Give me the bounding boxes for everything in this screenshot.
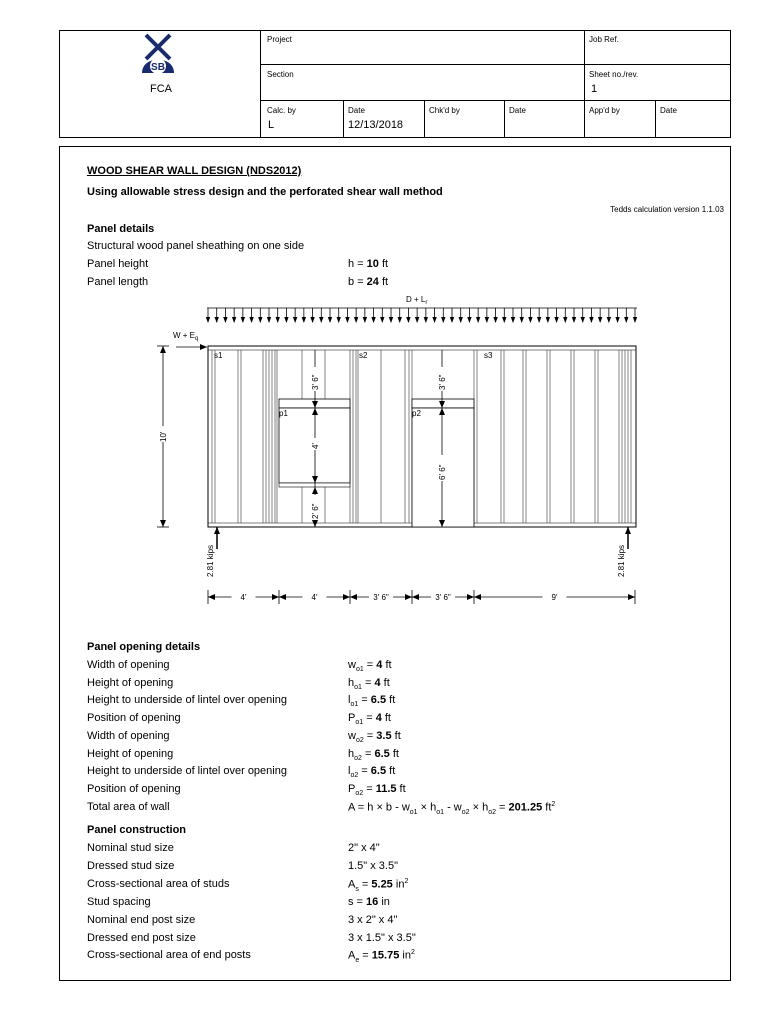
load-arrow-head bbox=[380, 317, 384, 323]
dim-o1-bottom: 2' 6" bbox=[311, 503, 320, 519]
load-arrow-head bbox=[459, 317, 463, 323]
load-arrow-head bbox=[537, 317, 541, 323]
reaction-left-label: 2.81 kips bbox=[206, 544, 215, 577]
segment-s2-label: s2 bbox=[359, 351, 368, 360]
opening-row-value: $P_{o1} = 4$ ft bbox=[348, 712, 391, 727]
opening-row-value: $w_{o2} = 3.5$ ft bbox=[348, 729, 401, 744]
load-arrow-head bbox=[319, 317, 323, 323]
panel-height-label: Panel height bbox=[87, 258, 149, 270]
dim-arrow bbox=[467, 594, 474, 600]
dim-arrow bbox=[474, 594, 481, 600]
shear-wall-diagram bbox=[60, 147, 730, 617]
dim-o1-height: 4' bbox=[311, 443, 320, 449]
opening-row-label: Height of opening bbox=[87, 747, 174, 760]
opening-row-label: Height of opening bbox=[87, 676, 174, 689]
stud-spacing-value: s = 16 in bbox=[348, 896, 390, 908]
section-label: Section bbox=[267, 70, 294, 79]
dressed-stud-label: Dressed stud size bbox=[87, 860, 175, 872]
opening-p1-label: p1 bbox=[279, 409, 288, 418]
segment-s3-label: s3 bbox=[484, 351, 493, 360]
stud-area-label: Cross-sectional area of studs bbox=[87, 878, 230, 890]
load-arrow-head bbox=[293, 317, 297, 323]
side-load-label: $W + E_q$ bbox=[173, 331, 199, 342]
date2-label: Date bbox=[509, 106, 526, 115]
doc-version: Tedds calculation version 1.1.03 bbox=[610, 205, 724, 214]
sheet-label: Sheet no./rev. bbox=[589, 70, 639, 79]
jobref-label: Job Ref. bbox=[589, 35, 619, 44]
total-area-value: $A = h \times b - w_{o1} \times h_{o1} - w_{o2} \times h_{o2} = 201.25$ $ft^2$ bbox=[348, 801, 556, 816]
dressed-post-label: Dressed end post size bbox=[87, 932, 196, 944]
load-arrow-head bbox=[328, 317, 332, 323]
load-arrow-head bbox=[267, 317, 271, 323]
load-arrow-head bbox=[241, 317, 245, 323]
load-arrow-head bbox=[432, 317, 436, 323]
nominal-stud-value: 2" x 4" bbox=[348, 842, 380, 854]
opening-row-value: $h_{o1} = 4$ ft bbox=[348, 676, 390, 691]
load-arrow-head bbox=[485, 317, 489, 323]
appd-label: App'd by bbox=[589, 106, 620, 115]
dim-arrow bbox=[343, 594, 350, 600]
calcby-value: L bbox=[268, 119, 275, 131]
company-name: FCA bbox=[150, 83, 172, 95]
opening-row-label: Position of opening bbox=[87, 712, 181, 725]
reaction-right-label: 2.81 kips bbox=[617, 544, 626, 577]
load-arrow-head bbox=[633, 317, 637, 323]
opening-row-label: Height to underside of lintel over opening bbox=[87, 694, 287, 707]
nominal-stud-label: Nominal stud size bbox=[87, 842, 174, 854]
opening-row-label: Height to underside of lintel over opening bbox=[87, 765, 287, 778]
calculation-sheet bbox=[59, 146, 731, 981]
bottom-dim-label: 9' bbox=[551, 593, 558, 602]
load-arrow-head bbox=[563, 317, 567, 323]
load-arrow-head bbox=[476, 317, 480, 323]
load-arrow-head bbox=[337, 317, 341, 323]
opening-row-label: Width of opening bbox=[87, 659, 170, 671]
load-arrow-head bbox=[206, 317, 210, 323]
bottom-dim-label: 3' 6" bbox=[373, 593, 389, 602]
panel-height-value: h = 10 ft bbox=[348, 258, 389, 270]
opening-row-label: Width of opening bbox=[87, 729, 170, 742]
dressed-post-value: 3 x 1.5" x 3.5" bbox=[348, 932, 416, 944]
bottom-dim-label: 3' 6" bbox=[435, 593, 451, 602]
load-arrow-head bbox=[258, 317, 262, 323]
load-arrow-head bbox=[467, 317, 471, 323]
load-arrow-head bbox=[354, 317, 358, 323]
load-arrow-head bbox=[371, 317, 375, 323]
load-arrow-head bbox=[284, 317, 288, 323]
dim-arrow bbox=[208, 594, 215, 600]
company-logo-icon bbox=[138, 33, 178, 81]
load-arrow-head bbox=[302, 317, 306, 323]
stud-area-value: $A_s = 5.25$ $in^2$ bbox=[348, 878, 409, 893]
sheet-value: 1 bbox=[591, 83, 598, 95]
top-load-label: $D + L_r$ bbox=[406, 295, 428, 306]
stud-spacing-label: Stud spacing bbox=[87, 896, 151, 908]
opening-heading: Panel opening details bbox=[87, 641, 201, 653]
total-area-label: Total area of wall bbox=[87, 801, 170, 813]
svg-text:SB: SB bbox=[151, 62, 165, 73]
load-arrow-head bbox=[607, 317, 611, 323]
dim-arrow bbox=[628, 594, 635, 600]
panel-length-label: Panel length bbox=[87, 276, 149, 288]
load-arrow-head bbox=[511, 317, 515, 323]
opening-row-value: $l_{o2} = 6.5$ ft bbox=[348, 765, 396, 780]
dim-arrow bbox=[405, 594, 412, 600]
dim-height-10: 10' bbox=[159, 431, 168, 442]
panel-details-heading: Panel details bbox=[87, 223, 155, 235]
load-arrow-head bbox=[572, 317, 576, 323]
load-arrow-head bbox=[232, 317, 236, 323]
chkd-label: Chk'd by bbox=[429, 106, 460, 115]
dim-arrow bbox=[279, 594, 286, 600]
load-arrow-head bbox=[598, 317, 602, 323]
doc-subtitle: Using allowable stress design and the perforated shear wall method bbox=[87, 186, 443, 198]
nominal-post-label: Nominal end post size bbox=[87, 914, 196, 926]
dim-o2-height: 6' 6" bbox=[438, 464, 447, 480]
load-arrow-head bbox=[249, 317, 253, 323]
dim-o2-top: 3' 6" bbox=[438, 374, 447, 390]
segment-s1-label: s1 bbox=[214, 351, 223, 360]
panel-length-value: b = 24 ft bbox=[348, 276, 389, 288]
dressed-stud-value: 1.5" x 3.5" bbox=[348, 860, 399, 872]
load-arrow-head bbox=[450, 317, 454, 323]
sheathing-text: Structural wood panel sheathing on one side bbox=[87, 240, 305, 252]
opening-row-value: $w_{o1} = 4$ ft bbox=[348, 659, 392, 674]
load-arrow-head bbox=[528, 317, 532, 323]
dim-o1-top: 3' 6" bbox=[311, 374, 320, 390]
load-arrow-head bbox=[624, 317, 628, 323]
load-arrow-head bbox=[581, 317, 585, 323]
dim-arrow bbox=[272, 594, 279, 600]
load-arrow-head bbox=[441, 317, 445, 323]
load-arrow-head bbox=[363, 317, 367, 323]
doc-title: WOOD SHEAR WALL DESIGN (NDS2012) bbox=[87, 165, 302, 177]
load-arrow-head bbox=[389, 317, 393, 323]
date3-label: Date bbox=[660, 106, 677, 115]
load-arrow-head bbox=[493, 317, 497, 323]
opening-p2-label: p2 bbox=[412, 409, 421, 418]
project-label: Project bbox=[267, 35, 292, 44]
title-block bbox=[59, 30, 731, 138]
load-arrow-head bbox=[276, 317, 280, 323]
load-arrow-head bbox=[345, 317, 349, 323]
dim-arrow bbox=[350, 594, 357, 600]
opening-row-value: $h_{o2} = 6.5$ ft bbox=[348, 747, 399, 762]
bottom-dim-label: 4' bbox=[240, 593, 247, 602]
dim-arrow bbox=[412, 594, 419, 600]
load-arrow-head bbox=[589, 317, 593, 323]
post-area-label: Cross-sectional area of end posts bbox=[87, 949, 251, 961]
opening-row-label: Position of opening bbox=[87, 782, 181, 795]
construction-heading: Panel construction bbox=[87, 824, 187, 836]
load-arrow-head bbox=[424, 317, 428, 323]
nominal-post-value: 3 x 2" x 4" bbox=[348, 914, 398, 926]
post-area-value: $A_e = 15.75$ $in^2$ bbox=[348, 949, 415, 964]
load-arrow-head bbox=[554, 317, 558, 323]
load-arrow-head bbox=[223, 317, 227, 323]
load-arrow-head bbox=[415, 317, 419, 323]
load-arrow-head bbox=[615, 317, 619, 323]
distributed-load-arrows bbox=[206, 308, 637, 323]
load-arrow-head bbox=[398, 317, 402, 323]
load-arrow-head bbox=[546, 317, 550, 323]
date-label: Date bbox=[348, 106, 365, 115]
load-arrow-head bbox=[502, 317, 506, 323]
date-value: 12/13/2018 bbox=[348, 119, 404, 131]
load-arrow-head bbox=[406, 317, 410, 323]
opening-row-value: $l_{o1} = 6.5$ ft bbox=[348, 694, 396, 709]
opening-row-value: $P_{o2} = 11.5$ ft bbox=[348, 782, 406, 798]
load-arrow-head bbox=[520, 317, 524, 323]
bottom-dim-label: 4' bbox=[311, 593, 318, 602]
calcby-label: Calc. by bbox=[267, 106, 296, 115]
load-arrow-head bbox=[310, 317, 314, 323]
load-arrow-head bbox=[215, 317, 219, 323]
